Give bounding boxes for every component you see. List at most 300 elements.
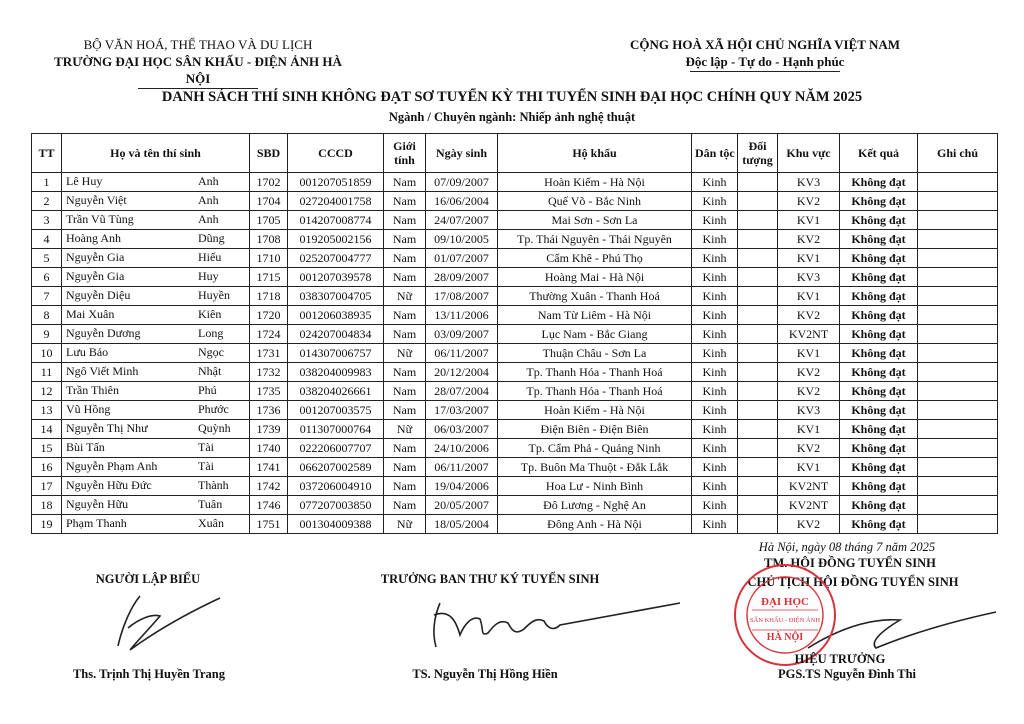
cell-dob: 16/06/2004 bbox=[426, 192, 498, 211]
rector-name: PGS.TS Nguyễn Đình Thi bbox=[777, 667, 917, 681]
cell-sbd: 1718 bbox=[250, 287, 288, 306]
preparer-signature bbox=[100, 588, 230, 658]
header-result: Kết quả bbox=[840, 134, 918, 173]
cell-given-name: Ngọc bbox=[198, 345, 224, 359]
cell-tt: 11 bbox=[32, 363, 62, 382]
cell-given-name: Anh bbox=[198, 193, 219, 207]
candidate-table bbox=[31, 133, 998, 534]
cell-result: Không đạt bbox=[840, 477, 918, 496]
table-row bbox=[32, 477, 998, 496]
cell-sbd: 1724 bbox=[250, 325, 288, 344]
table-row bbox=[32, 325, 998, 344]
cell-sbd: 1731 bbox=[250, 344, 288, 363]
cell-sbd: 1739 bbox=[250, 420, 288, 439]
cell-address: Hoa Lư - Ninh Bình bbox=[498, 477, 692, 496]
cell-family-name: Mai Xuân bbox=[66, 307, 115, 321]
cell-address: Tp. Thanh Hóa - Thanh Hoá bbox=[498, 382, 692, 401]
cell-region: KV2NT bbox=[778, 477, 840, 496]
cell-target bbox=[738, 268, 778, 287]
cell-name bbox=[62, 306, 250, 325]
cell-target bbox=[738, 496, 778, 515]
cell-region: KV2 bbox=[778, 363, 840, 382]
cell-result: Không đạt bbox=[840, 458, 918, 477]
cell-note bbox=[918, 382, 998, 401]
cell-target bbox=[738, 306, 778, 325]
cell-target bbox=[738, 249, 778, 268]
cell-address: Hoàn Kiếm - Hà Nội bbox=[498, 173, 692, 192]
cell-sbd: 1715 bbox=[250, 268, 288, 287]
cell-cccd: 019205002156 bbox=[288, 230, 384, 249]
cell-note bbox=[918, 420, 998, 439]
cell-region: KV1 bbox=[778, 287, 840, 306]
document-title: DANH SÁCH THÍ SINH KHÔNG ĐẠT SƠ TUYỂN KỲ THI TUYỂN SINH ĐẠI HỌC CHÍNH QUY NĂM 2025 bbox=[161, 89, 863, 105]
cell-cccd: 001207039578 bbox=[288, 268, 384, 287]
cell-address: Mai Sơn - Sơn La bbox=[498, 211, 692, 230]
cell-name bbox=[62, 173, 250, 192]
table-row bbox=[32, 439, 998, 458]
cell-gender: Nữ bbox=[384, 515, 426, 534]
cell-dob: 17/08/2007 bbox=[426, 287, 498, 306]
cell-tt: 12 bbox=[32, 382, 62, 401]
cell-note bbox=[918, 173, 998, 192]
cell-given-name: Phú bbox=[198, 383, 217, 397]
cell-gender: Nam bbox=[384, 192, 426, 211]
cell-region: KV2 bbox=[778, 439, 840, 458]
cell-note bbox=[918, 439, 998, 458]
cell-given-name: Anh bbox=[198, 174, 219, 188]
cell-cccd: 027204001758 bbox=[288, 192, 384, 211]
header-gender bbox=[384, 134, 426, 173]
cell-family-name: Nguyễn Dương bbox=[66, 326, 141, 340]
table-row bbox=[32, 249, 998, 268]
cell-tt: 4 bbox=[32, 230, 62, 249]
cell-gender: Nam bbox=[384, 363, 426, 382]
cell-ethnic: Kinh bbox=[692, 173, 738, 192]
secretary-title: TRƯỞNG BAN THƯ KÝ TUYỂN SINH bbox=[380, 572, 600, 586]
cell-gender: Nam bbox=[384, 325, 426, 344]
header-dob: Ngày sinh bbox=[426, 134, 498, 173]
cell-given-name: Huyền bbox=[198, 288, 230, 302]
cell-cccd: 038204009983 bbox=[288, 363, 384, 382]
table-row bbox=[32, 287, 998, 306]
cell-region: KV2NT bbox=[778, 496, 840, 515]
cell-region: KV2 bbox=[778, 382, 840, 401]
cell-ethnic: Kinh bbox=[692, 496, 738, 515]
cell-note bbox=[918, 249, 998, 268]
cell-ethnic: Kinh bbox=[692, 382, 738, 401]
cell-result: Không đạt bbox=[840, 382, 918, 401]
cell-region: KV3 bbox=[778, 401, 840, 420]
cell-ethnic: Kinh bbox=[692, 458, 738, 477]
cell-ethnic: Kinh bbox=[692, 401, 738, 420]
cell-tt: 9 bbox=[32, 325, 62, 344]
stamp-text-1: ĐẠI HỌC bbox=[761, 596, 809, 608]
cell-given-name: Anh bbox=[198, 212, 219, 226]
cell-family-name: Trần Vũ Tùng bbox=[66, 212, 134, 226]
cell-given-name: Hiếu bbox=[198, 250, 222, 264]
cell-tt: 7 bbox=[32, 287, 62, 306]
header-target-line1: Đối bbox=[748, 139, 767, 153]
cell-address: Lục Nam - Bắc Giang bbox=[498, 325, 692, 344]
cell-sbd: 1746 bbox=[250, 496, 288, 515]
cell-result: Không đạt bbox=[840, 515, 918, 534]
cell-result: Không đạt bbox=[840, 192, 918, 211]
table-row bbox=[32, 420, 998, 439]
cell-sbd: 1710 bbox=[250, 249, 288, 268]
cell-gender: Nam bbox=[384, 382, 426, 401]
cell-region: KV1 bbox=[778, 420, 840, 439]
motto-underline bbox=[690, 71, 840, 72]
cell-dob: 19/04/2006 bbox=[426, 477, 498, 496]
cell-dob: 06/03/2007 bbox=[426, 420, 498, 439]
cell-result: Không đạt bbox=[840, 211, 918, 230]
cell-result: Không đạt bbox=[840, 496, 918, 515]
cell-target bbox=[738, 477, 778, 496]
cell-gender: Nữ bbox=[384, 287, 426, 306]
cell-gender: Nam bbox=[384, 306, 426, 325]
cell-dob: 13/11/2006 bbox=[426, 306, 498, 325]
cell-ethnic: Kinh bbox=[692, 325, 738, 344]
table-header-row bbox=[32, 134, 998, 173]
cell-given-name: Xuân bbox=[198, 516, 224, 530]
cell-family-name: Nguyễn Hữu bbox=[66, 497, 129, 511]
cell-family-name: Nguyễn Diệu bbox=[66, 288, 131, 302]
cell-gender: Nam bbox=[384, 249, 426, 268]
header-tt: TT bbox=[32, 134, 62, 173]
cell-ethnic: Kinh bbox=[692, 268, 738, 287]
cell-family-name: Nguyễn Hữu Đức bbox=[66, 478, 152, 492]
cell-tt: 1 bbox=[32, 173, 62, 192]
header-note: Ghi chú bbox=[918, 134, 998, 173]
cell-address: Hoàn Kiếm - Hà Nội bbox=[498, 401, 692, 420]
cell-target bbox=[738, 230, 778, 249]
cell-dob: 24/10/2006 bbox=[426, 439, 498, 458]
cell-gender: Nam bbox=[384, 211, 426, 230]
cell-cccd: 001207051859 bbox=[288, 173, 384, 192]
cell-sbd: 1720 bbox=[250, 306, 288, 325]
cell-target bbox=[738, 325, 778, 344]
cell-name bbox=[62, 344, 250, 363]
cell-name bbox=[62, 382, 250, 401]
header-sbd: SBD bbox=[250, 134, 288, 173]
header-ethnic: Dân tộc bbox=[692, 134, 738, 173]
cell-note bbox=[918, 344, 998, 363]
cell-region: KV2 bbox=[778, 230, 840, 249]
table-row bbox=[32, 515, 998, 534]
header-region: Khu vực bbox=[778, 134, 840, 173]
cell-sbd: 1740 bbox=[250, 439, 288, 458]
cell-dob: 06/11/2007 bbox=[426, 344, 498, 363]
cell-dob: 07/09/2007 bbox=[426, 173, 498, 192]
preparer-title: NGƯỜI LẬP BIỂU bbox=[95, 572, 201, 586]
cell-sbd: 1732 bbox=[250, 363, 288, 382]
cell-sbd: 1741 bbox=[250, 458, 288, 477]
cell-ethnic: Kinh bbox=[692, 211, 738, 230]
cell-ethnic: Kinh bbox=[692, 515, 738, 534]
cell-address: Quế Võ - Bắc Ninh bbox=[498, 192, 692, 211]
cell-target bbox=[738, 458, 778, 477]
cell-name bbox=[62, 458, 250, 477]
cell-note bbox=[918, 306, 998, 325]
cell-address: Cẩm Khê - Phú Thọ bbox=[498, 249, 692, 268]
cell-region: KV2 bbox=[778, 192, 840, 211]
cell-family-name: Nguyễn Việt bbox=[66, 193, 127, 207]
cell-note bbox=[918, 230, 998, 249]
cell-note bbox=[918, 268, 998, 287]
table-row bbox=[32, 306, 998, 325]
cell-target bbox=[738, 344, 778, 363]
cell-target bbox=[738, 382, 778, 401]
header-gender-line1: Giới bbox=[393, 139, 416, 153]
cell-region: KV1 bbox=[778, 458, 840, 477]
cell-gender: Nam bbox=[384, 173, 426, 192]
cell-ethnic: Kinh bbox=[692, 363, 738, 382]
cell-gender: Nam bbox=[384, 268, 426, 287]
cell-dob: 20/12/2004 bbox=[426, 363, 498, 382]
cell-target bbox=[738, 173, 778, 192]
cell-ethnic: Kinh bbox=[692, 477, 738, 496]
header-target bbox=[738, 134, 778, 173]
cell-note bbox=[918, 515, 998, 534]
cell-tt: 6 bbox=[32, 268, 62, 287]
cell-name bbox=[62, 230, 250, 249]
document-subtitle: Ngành / Chuyên ngành: Nhiếp ảnh nghệ thuật bbox=[388, 110, 636, 124]
cell-sbd: 1704 bbox=[250, 192, 288, 211]
cell-family-name: Ngô Viết Minh bbox=[66, 364, 139, 378]
cell-gender: Nam bbox=[384, 230, 426, 249]
cell-name bbox=[62, 496, 250, 515]
cell-ethnic: Kinh bbox=[692, 344, 738, 363]
cell-result: Không đạt bbox=[840, 173, 918, 192]
cell-family-name: Nguyễn Gia bbox=[66, 250, 125, 264]
cell-target bbox=[738, 363, 778, 382]
nation-name: CỘNG HOÀ XÃ HỘI CHỦ NGHĨA VIỆT NAM bbox=[629, 37, 901, 52]
cell-tt: 15 bbox=[32, 439, 62, 458]
cell-name bbox=[62, 439, 250, 458]
cell-cccd: 011307000764 bbox=[288, 420, 384, 439]
cell-note bbox=[918, 496, 998, 515]
cell-address: Tp. Thanh Hóa - Thanh Hoá bbox=[498, 363, 692, 382]
secretary-signature bbox=[420, 585, 690, 660]
cell-sbd: 1751 bbox=[250, 515, 288, 534]
cell-name bbox=[62, 477, 250, 496]
cell-target bbox=[738, 287, 778, 306]
cell-gender: Nam bbox=[384, 496, 426, 515]
cell-target bbox=[738, 420, 778, 439]
ministry-header bbox=[48, 36, 348, 89]
cell-tt: 16 bbox=[32, 458, 62, 477]
table-row bbox=[32, 268, 998, 287]
table-row bbox=[32, 192, 998, 211]
cell-dob: 28/07/2004 bbox=[426, 382, 498, 401]
council-line-1: TM. HỘI ĐỒNG TUYỂN SINH bbox=[764, 556, 936, 570]
cell-region: KV3 bbox=[778, 268, 840, 287]
cell-cccd: 001304009388 bbox=[288, 515, 384, 534]
cell-result: Không đạt bbox=[840, 344, 918, 363]
cell-address: Tp. Cẩm Phả - Quảng Ninh bbox=[498, 439, 692, 458]
preparer-name: Ths. Trịnh Thị Huyền Trang bbox=[72, 667, 226, 681]
cell-note bbox=[918, 401, 998, 420]
cell-result: Không đạt bbox=[840, 249, 918, 268]
cell-tt: 18 bbox=[32, 496, 62, 515]
cell-cccd: 001206038935 bbox=[288, 306, 384, 325]
stamp-text-2: SÂN KHẤU - ĐIỆN ẢNH bbox=[749, 617, 821, 624]
cell-target bbox=[738, 401, 778, 420]
cell-dob: 20/05/2007 bbox=[426, 496, 498, 515]
cell-note bbox=[918, 287, 998, 306]
cell-target bbox=[738, 439, 778, 458]
header-gender-line2: tính bbox=[394, 153, 415, 167]
cell-sbd: 1708 bbox=[250, 230, 288, 249]
cell-address: Thuận Châu - Sơn La bbox=[498, 344, 692, 363]
table-row bbox=[32, 230, 998, 249]
cell-dob: 01/07/2007 bbox=[426, 249, 498, 268]
cell-gender: Nam bbox=[384, 401, 426, 420]
cell-name bbox=[62, 420, 250, 439]
cell-given-name: Tài bbox=[198, 440, 214, 454]
cell-tt: 2 bbox=[32, 192, 62, 211]
school-name: TRƯỜNG ĐẠI HỌC SÂN KHẤU - ĐIỆN ẢNH HÀ NỘI bbox=[54, 54, 342, 86]
cell-family-name: Lê Huy bbox=[66, 174, 103, 188]
cell-dob: 06/11/2007 bbox=[426, 458, 498, 477]
cell-cccd: 037206004910 bbox=[288, 477, 384, 496]
cell-region: KV2NT bbox=[778, 325, 840, 344]
cell-address: Hoàng Mai - Hà Nội bbox=[498, 268, 692, 287]
cell-cccd: 001207003575 bbox=[288, 401, 384, 420]
cell-address: Nam Từ Liêm - Hà Nội bbox=[498, 306, 692, 325]
cell-region: KV3 bbox=[778, 173, 840, 192]
header-address: Hộ khẩu bbox=[498, 134, 692, 173]
header-name: Họ và tên thí sinh bbox=[62, 134, 250, 173]
cell-cccd: 014207008774 bbox=[288, 211, 384, 230]
cell-ethnic: Kinh bbox=[692, 287, 738, 306]
cell-family-name: Nguyễn Thị Như bbox=[66, 421, 148, 435]
cell-region: KV1 bbox=[778, 249, 840, 268]
cell-tt: 19 bbox=[32, 515, 62, 534]
cell-tt: 17 bbox=[32, 477, 62, 496]
cell-cccd: 024207004834 bbox=[288, 325, 384, 344]
cell-sbd: 1742 bbox=[250, 477, 288, 496]
cell-result: Không đạt bbox=[840, 230, 918, 249]
cell-sbd: 1702 bbox=[250, 173, 288, 192]
cell-given-name: Tài bbox=[198, 459, 214, 473]
cell-ethnic: Kinh bbox=[692, 249, 738, 268]
cell-given-name: Phước bbox=[198, 402, 229, 416]
cell-name bbox=[62, 363, 250, 382]
cell-sbd: 1705 bbox=[250, 211, 288, 230]
cell-address: Điện Biên - Điện Biên bbox=[498, 420, 692, 439]
cell-cccd: 022206007707 bbox=[288, 439, 384, 458]
cell-tt: 10 bbox=[32, 344, 62, 363]
cell-name bbox=[62, 192, 250, 211]
cell-name bbox=[62, 325, 250, 344]
cell-result: Không đạt bbox=[840, 439, 918, 458]
cell-target bbox=[738, 515, 778, 534]
cell-dob: 09/10/2005 bbox=[426, 230, 498, 249]
cell-family-name: Vũ Hồng bbox=[66, 402, 111, 416]
cell-given-name: Thành bbox=[198, 478, 229, 492]
cell-cccd: 066207002589 bbox=[288, 458, 384, 477]
cell-tt: 5 bbox=[32, 249, 62, 268]
cell-dob: 03/09/2007 bbox=[426, 325, 498, 344]
cell-gender: Nam bbox=[384, 439, 426, 458]
cell-result: Không đạt bbox=[840, 306, 918, 325]
cell-name bbox=[62, 211, 250, 230]
nation-motto: Độc lập - Tự do - Hạnh phúc bbox=[685, 54, 845, 69]
cell-gender: Nữ bbox=[384, 420, 426, 439]
table-row bbox=[32, 458, 998, 477]
cell-given-name: Quỳnh bbox=[198, 421, 231, 435]
cell-dob: 24/07/2007 bbox=[426, 211, 498, 230]
cell-cccd: 077207003850 bbox=[288, 496, 384, 515]
ministry-name: BỘ VĂN HOÁ, THỂ THAO VÀ DU LỊCH bbox=[83, 37, 313, 52]
cell-note bbox=[918, 325, 998, 344]
cell-result: Không đạt bbox=[840, 420, 918, 439]
stamp-text-3: HÀ NỘI bbox=[766, 632, 804, 643]
cell-result: Không đạt bbox=[840, 268, 918, 287]
cell-tt: 8 bbox=[32, 306, 62, 325]
cell-name bbox=[62, 268, 250, 287]
header-target-line2: tượng bbox=[742, 153, 773, 167]
cell-given-name: Kiên bbox=[198, 307, 222, 321]
cell-result: Không đạt bbox=[840, 363, 918, 382]
cell-dob: 18/05/2004 bbox=[426, 515, 498, 534]
cell-given-name: Dũng bbox=[198, 231, 225, 245]
cell-name bbox=[62, 287, 250, 306]
cell-note bbox=[918, 192, 998, 211]
cell-tt: 13 bbox=[32, 401, 62, 420]
cell-sbd: 1736 bbox=[250, 401, 288, 420]
cell-cccd: 038307004705 bbox=[288, 287, 384, 306]
cell-gender: Nam bbox=[384, 477, 426, 496]
cell-address: Tp. Thái Nguyên - Thái Nguyên bbox=[498, 230, 692, 249]
cell-note bbox=[918, 211, 998, 230]
cell-family-name: Trần Thiên bbox=[66, 383, 120, 397]
cell-region: KV1 bbox=[778, 344, 840, 363]
cell-name bbox=[62, 515, 250, 534]
table-row bbox=[32, 401, 998, 420]
cell-result: Không đạt bbox=[840, 401, 918, 420]
cell-tt: 3 bbox=[32, 211, 62, 230]
cell-ethnic: Kinh bbox=[692, 306, 738, 325]
table-body bbox=[32, 173, 998, 534]
cell-sbd: 1735 bbox=[250, 382, 288, 401]
cell-given-name: Huy bbox=[198, 269, 219, 283]
cell-address: Tp. Buôn Ma Thuột - Đắk Lắk bbox=[498, 458, 692, 477]
cell-gender: Nam bbox=[384, 458, 426, 477]
cell-dob: 28/09/2007 bbox=[426, 268, 498, 287]
cell-cccd: 025207004777 bbox=[288, 249, 384, 268]
cell-tt: 14 bbox=[32, 420, 62, 439]
cell-gender: Nữ bbox=[384, 344, 426, 363]
cell-address: Thường Xuân - Thanh Hoá bbox=[498, 287, 692, 306]
cell-target bbox=[738, 192, 778, 211]
date-line: Hà Nội, ngày 08 tháng 7 năm 2025 bbox=[758, 540, 936, 554]
table-row bbox=[32, 363, 998, 382]
cell-target bbox=[738, 211, 778, 230]
cell-cccd: 014307006757 bbox=[288, 344, 384, 363]
cell-region: KV2 bbox=[778, 515, 840, 534]
cell-note bbox=[918, 477, 998, 496]
table-row bbox=[32, 496, 998, 515]
cell-address: Đông Anh - Hà Nội bbox=[498, 515, 692, 534]
cell-ethnic: Kinh bbox=[692, 192, 738, 211]
cell-dob: 17/03/2007 bbox=[426, 401, 498, 420]
council-line-2: CHỦ TỊCH HỘI ĐỒNG TUYỂN SINH bbox=[747, 575, 959, 589]
cell-result: Không đạt bbox=[840, 287, 918, 306]
cell-family-name: Nguyễn Gia bbox=[66, 269, 125, 283]
cell-region: KV2 bbox=[778, 306, 840, 325]
